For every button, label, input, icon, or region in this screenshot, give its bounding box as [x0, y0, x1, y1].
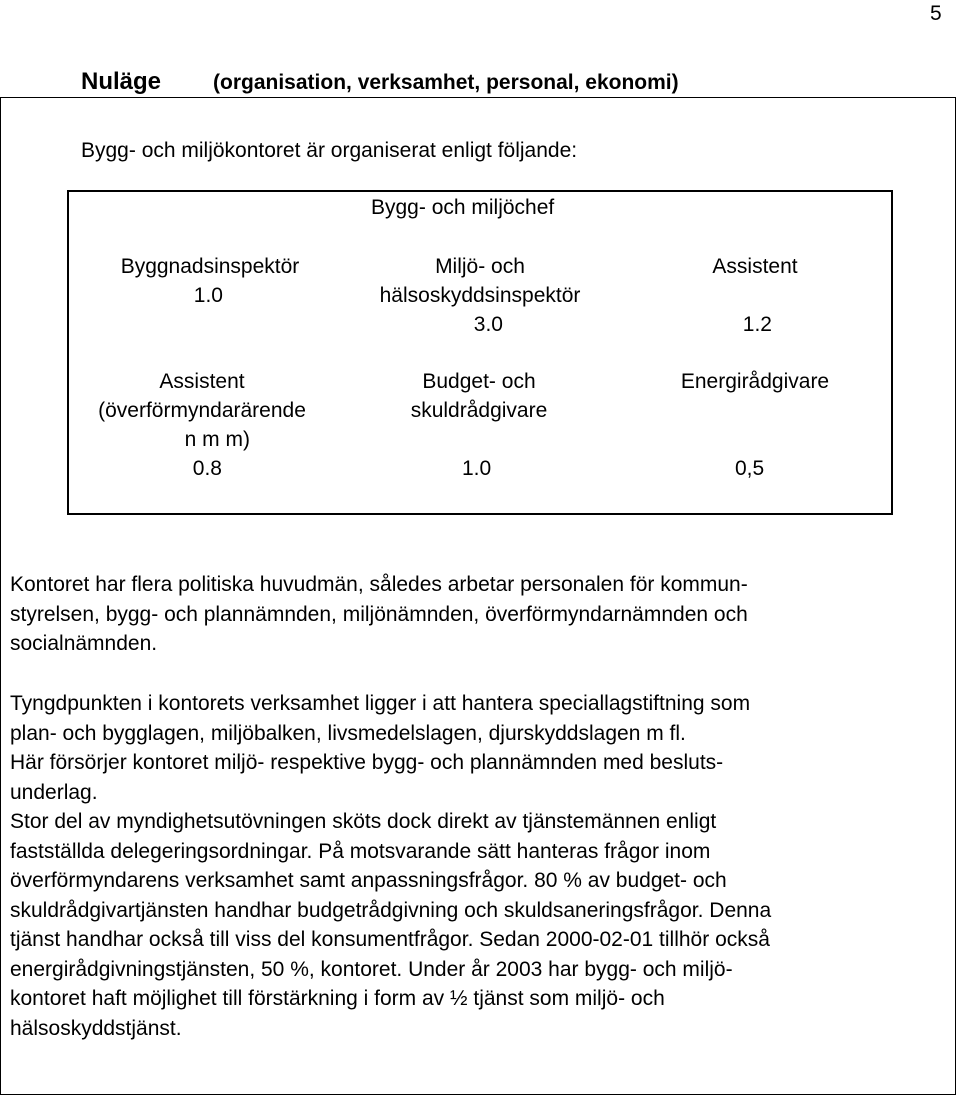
org-position-assistent — [690, 252, 820, 310]
paragraph-line: hälsoskyddstjänst. — [10, 1016, 182, 1040]
org-position-label: Miljö- och — [435, 255, 525, 278]
org-position-value: 0.8 — [192, 457, 222, 480]
org-position-label: Byggnadsinspektör — [120, 255, 300, 278]
paragraph-line: underlag. — [10, 780, 98, 804]
paragraph-line: Tyngdpunkten i kontorets verksamhet ligger i att hantera speciallagstiftning som — [10, 692, 751, 715]
org-chart-head: Bygg- och miljöchef — [371, 196, 555, 219]
paragraph-line: tjänst handhar också till viss del konsumentfrågor. Sedan 2000-02-01 tillhör också — [10, 928, 770, 951]
org-position-energiradgivare-value — [735, 454, 795, 483]
org-position-value: 0,5 — [735, 457, 765, 480]
org-position-assistent-value — [690, 310, 820, 339]
paragraph-line: styrelsen, bygg- och plannämnden, miljönämnden, överförmyndarnämnden och — [10, 602, 748, 626]
paragraph-line: Kontoret har flera politiska huvudmän, således arbetar personalen för kommun- — [10, 573, 748, 596]
org-position-label: n m m) — [184, 428, 250, 451]
org-position-value: 1.0 — [193, 284, 223, 307]
intro-text: Bygg- och miljökontoret är organiserat enligt följande: — [81, 139, 578, 162]
paragraph-line: energirådgivningstjänsten, 50 %, kontoret. Under år 2003 har bygg- och miljö- — [10, 957, 733, 981]
paragraph-line: plan- och bygglagen, miljöbalken, livsmedelslagen, djurskyddslagen m fl. — [10, 721, 686, 745]
paragraph-line: socialnämnden. — [10, 632, 158, 655]
paragraph-line: kontoret haft möjlighet till förstärkning i form av ½ tjänst som miljö- och — [10, 987, 665, 1010]
paragraph-line: Stor del av myndighetsutövningen sköts dock direkt av tjänstemännen enligt — [10, 810, 717, 833]
org-position-byggnadsinspektor — [90, 252, 330, 310]
paragraph-line: överförmyndarens verksamhet samt anpassningsfrågor. 80 % av budget- och — [10, 869, 727, 892]
heading-title: Nuläge — [81, 68, 162, 95]
org-position-label: hälsoskyddsinspektör — [379, 284, 581, 307]
org-position-assistent-overformyndare — [72, 367, 332, 483]
org-position-budget-skuld-value — [462, 454, 522, 483]
org-position-label: (överförmyndarärende — [98, 399, 306, 422]
org-position-miljo-halsoskydd — [355, 252, 605, 339]
org-position-value: 1.2 — [742, 313, 772, 336]
section-heading — [81, 68, 679, 96]
org-position-label: Budget- och — [422, 370, 536, 393]
org-position-energiradgivare — [660, 367, 850, 396]
org-position-label: Energirådgivare — [680, 370, 830, 393]
paragraph-huvudman — [10, 570, 910, 659]
org-position-label: Assistent — [712, 255, 798, 278]
paragraph-line: fastställda delegeringsordningar. På motsvarande sätt hanteras frågor inom — [10, 839, 711, 863]
page-number: 5 — [930, 2, 942, 25]
paragraph-line: Här försörjer kontoret miljö- respektive bygg- och plannämnden med besluts- — [10, 751, 724, 774]
org-position-label: Assistent — [159, 370, 245, 393]
org-position-budget-skuld — [379, 367, 579, 425]
org-position-value: 3.0 — [473, 313, 503, 336]
paragraph-line: skuldrådgivartjänsten handhar budgetrådgivning och skuldsaneringsfrågor. Denna — [10, 898, 772, 922]
heading-subtitle: (organisation, verksamhet, personal, ekonomi) — [213, 71, 679, 94]
org-position-value: 1.0 — [462, 457, 492, 480]
org-position-label: skuldrådgivare — [410, 399, 548, 422]
paragraph-tyngdpunkt — [10, 689, 910, 1043]
